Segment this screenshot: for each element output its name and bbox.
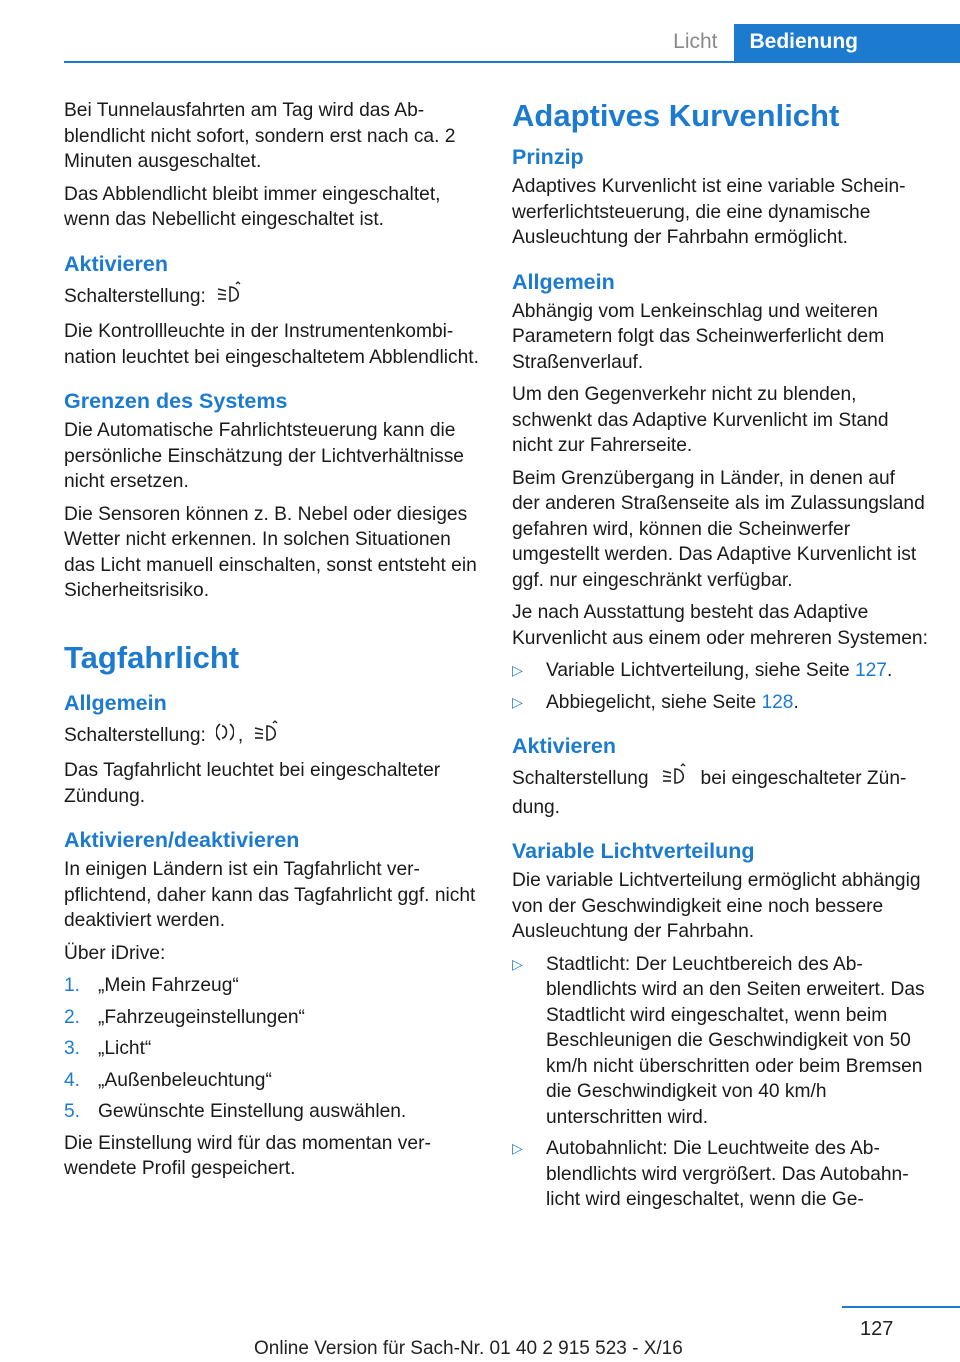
paragraph: Bei Tunnelausfahrten am Tag wird das Abblendlicht nicht sofort, sondern erst nach ca. 2 Minuten ausgeschaltet.: [64, 100, 456, 172]
system-list: [512, 658, 928, 715]
page-link[interactable]: 128: [761, 691, 794, 713]
parking-light-icon: [216, 720, 234, 752]
footer-text: Online Version für Sach-Nr. 01 40 2 915 523 - X/16: [254, 1338, 683, 1359]
paragraph: Die Automatische Fahrlichtsteuerung kann die persönliche Einschätzung der Lichtverhältnisse nicht ersetzen.: [64, 420, 464, 492]
list-item: 5. Gewünschte Einstellung auswählen.: [64, 1101, 407, 1122]
heading-tagfahrlicht: Tagfahrlicht: [64, 639, 240, 675]
section-tab: Licht: [673, 30, 718, 53]
list-item: 3. „Licht“: [64, 1038, 152, 1059]
paragraph: Die variable Lichtverteilung ermöglicht abhängig von der Geschwindigkeit eine noch bessere Ausleuchtung der Fahrbahn.: [512, 870, 921, 942]
auto-headlight-icon: [661, 763, 691, 795]
auto-headlight-icon: [216, 281, 246, 313]
switch-position: [64, 720, 484, 752]
footer-rule: [842, 1306, 960, 1308]
header-rule: [64, 61, 960, 63]
page-header: [661, 24, 960, 62]
switch-position: Schalterstellung bei eingeschalteter Zündung.: [512, 763, 928, 820]
list-item: 4. „Außenbeleuchtung“: [64, 1069, 272, 1091]
heading-adaptives-kurvenlicht: Adaptives Kurvenlicht: [512, 98, 840, 133]
heading-grenzen: Grenzen des Systems: [64, 389, 288, 413]
triangle-bullet-icon: ▷: [512, 955, 523, 972]
heading-aktivieren: Aktivieren: [512, 734, 616, 758]
paragraph: Die Sensoren können z. B. Nebel oder diesiges Wetter nicht erkennen. In solchen Situationen das Licht manuell einschalten, sonst entsteht ein Sicherheitsrisiko.: [64, 503, 477, 601]
heading-allgemein: Allgemein: [512, 269, 615, 294]
paragraph: Um den Gegenverkehr nicht zu blenden, schwenkt das Adaptive Kurvenlicht im Stand nicht zur Fahrerseite.: [512, 384, 889, 456]
heading-prinzip: Prinzip: [512, 145, 584, 169]
page-link[interactable]: 127: [854, 660, 887, 681]
heading-allgemein: Allgemein: [64, 690, 167, 715]
comma: ,: [237, 724, 244, 746]
chapter-tab: Bedienung: [734, 24, 960, 62]
auto-headlight-icon: [253, 720, 283, 752]
switch-label: Schalterstellung:: [64, 724, 206, 746]
paragraph: Die Kontrollleuchte in der Instrumentenkombination leuchtet bei eingeschaltetem Abblendlicht.: [64, 321, 479, 368]
paragraph: Über iDrive:: [64, 942, 166, 964]
triangle-bullet-icon: ▷: [512, 1140, 523, 1156]
list-item: 2. „Fahrzeugeinstellungen“: [64, 1006, 305, 1028]
paragraph: In einigen Ländern ist ein Tagfahrlicht verpflichtend, daher kann das Tagfahrlicht ggf. nicht deaktiviert werden.: [64, 859, 476, 931]
switch-label: Schalterstellung:: [64, 285, 206, 307]
switch-position: [64, 281, 484, 313]
paragraph: Abhängig vom Lenkeinschlag und weiteren Parametern folgt das Scheinwerferlicht dem Straßenverlauf.: [512, 300, 885, 373]
paragraph: Je nach Ausstattung besteht das Adaptive Kurvenlicht aus einem oder mehreren Systemen:: [512, 602, 928, 649]
page-number: 127: [860, 1318, 894, 1340]
paragraph: Die Einstellung wird für das momentan verwendete Profil gespeichert.: [64, 1132, 431, 1179]
paragraph: Adaptives Kurvenlicht ist eine variable Scheinwerferlichtsteuerung, die eine dynamische Ausleuchtung der Fahrbahn ermöglicht.: [512, 176, 906, 248]
feature-list: [512, 952, 928, 1213]
paragraph: Beim Grenzübergang in Länder, in denen auf der anderen Straßenseite als im Zulassungsland gefahren wird, können die Scheinwerfer umgestellt werden. Das Adaptive Kurvenlicht ist ggf. nur eingeschränkt verfügbar.: [512, 467, 925, 591]
triangle-bullet-icon: ▷: [512, 662, 523, 678]
paragraph: Das Abblendlicht bleibt immer eingeschaltet, wenn das Nebellicht eingeschaltet ist.: [64, 183, 441, 230]
left-column: [64, 98, 484, 1189]
heading-variable-lichtverteilung: Variable Lichtverteilung: [512, 839, 755, 863]
paragraph: Das Tagfahrlicht leuchtet bei eingeschalteter Zündung.: [64, 760, 441, 807]
list-item: ▷ Abbiegelicht, siehe Seite 128.: [512, 690, 928, 716]
heading-aktivieren-deaktivieren: Aktivieren/deaktivieren: [64, 828, 300, 852]
list-item: 1. „Mein Fahrzeug“: [64, 975, 239, 996]
heading-aktivieren: Aktivieren: [64, 251, 168, 276]
triangle-bullet-icon: ▷: [512, 693, 523, 710]
list-item: ▷ Autobahnlicht: Die Leuchtweite des Abblendlichts wird vergrößert. Das Autobahnlicht wird eingeschaltet, wenn die Ge-: [512, 1138, 909, 1210]
list-item: ▷ Stadtlicht: Der Leuchtbereich des Abblendlichts wird an den Seiten erweitert. Das Stadtlicht wird eingeschaltet, wenn beim Beschleunigen die Geschwindigkeit von 50 km/h nicht überschritten oder beim Bremsen die Geschwindigkeit von 40 km/h unterschritten wird.: [512, 953, 925, 1128]
list-item: ▷ Variable Lichtverteilung, siehe Seite 127.: [512, 658, 928, 684]
step-list: [64, 973, 484, 1125]
right-column: [512, 98, 928, 1219]
